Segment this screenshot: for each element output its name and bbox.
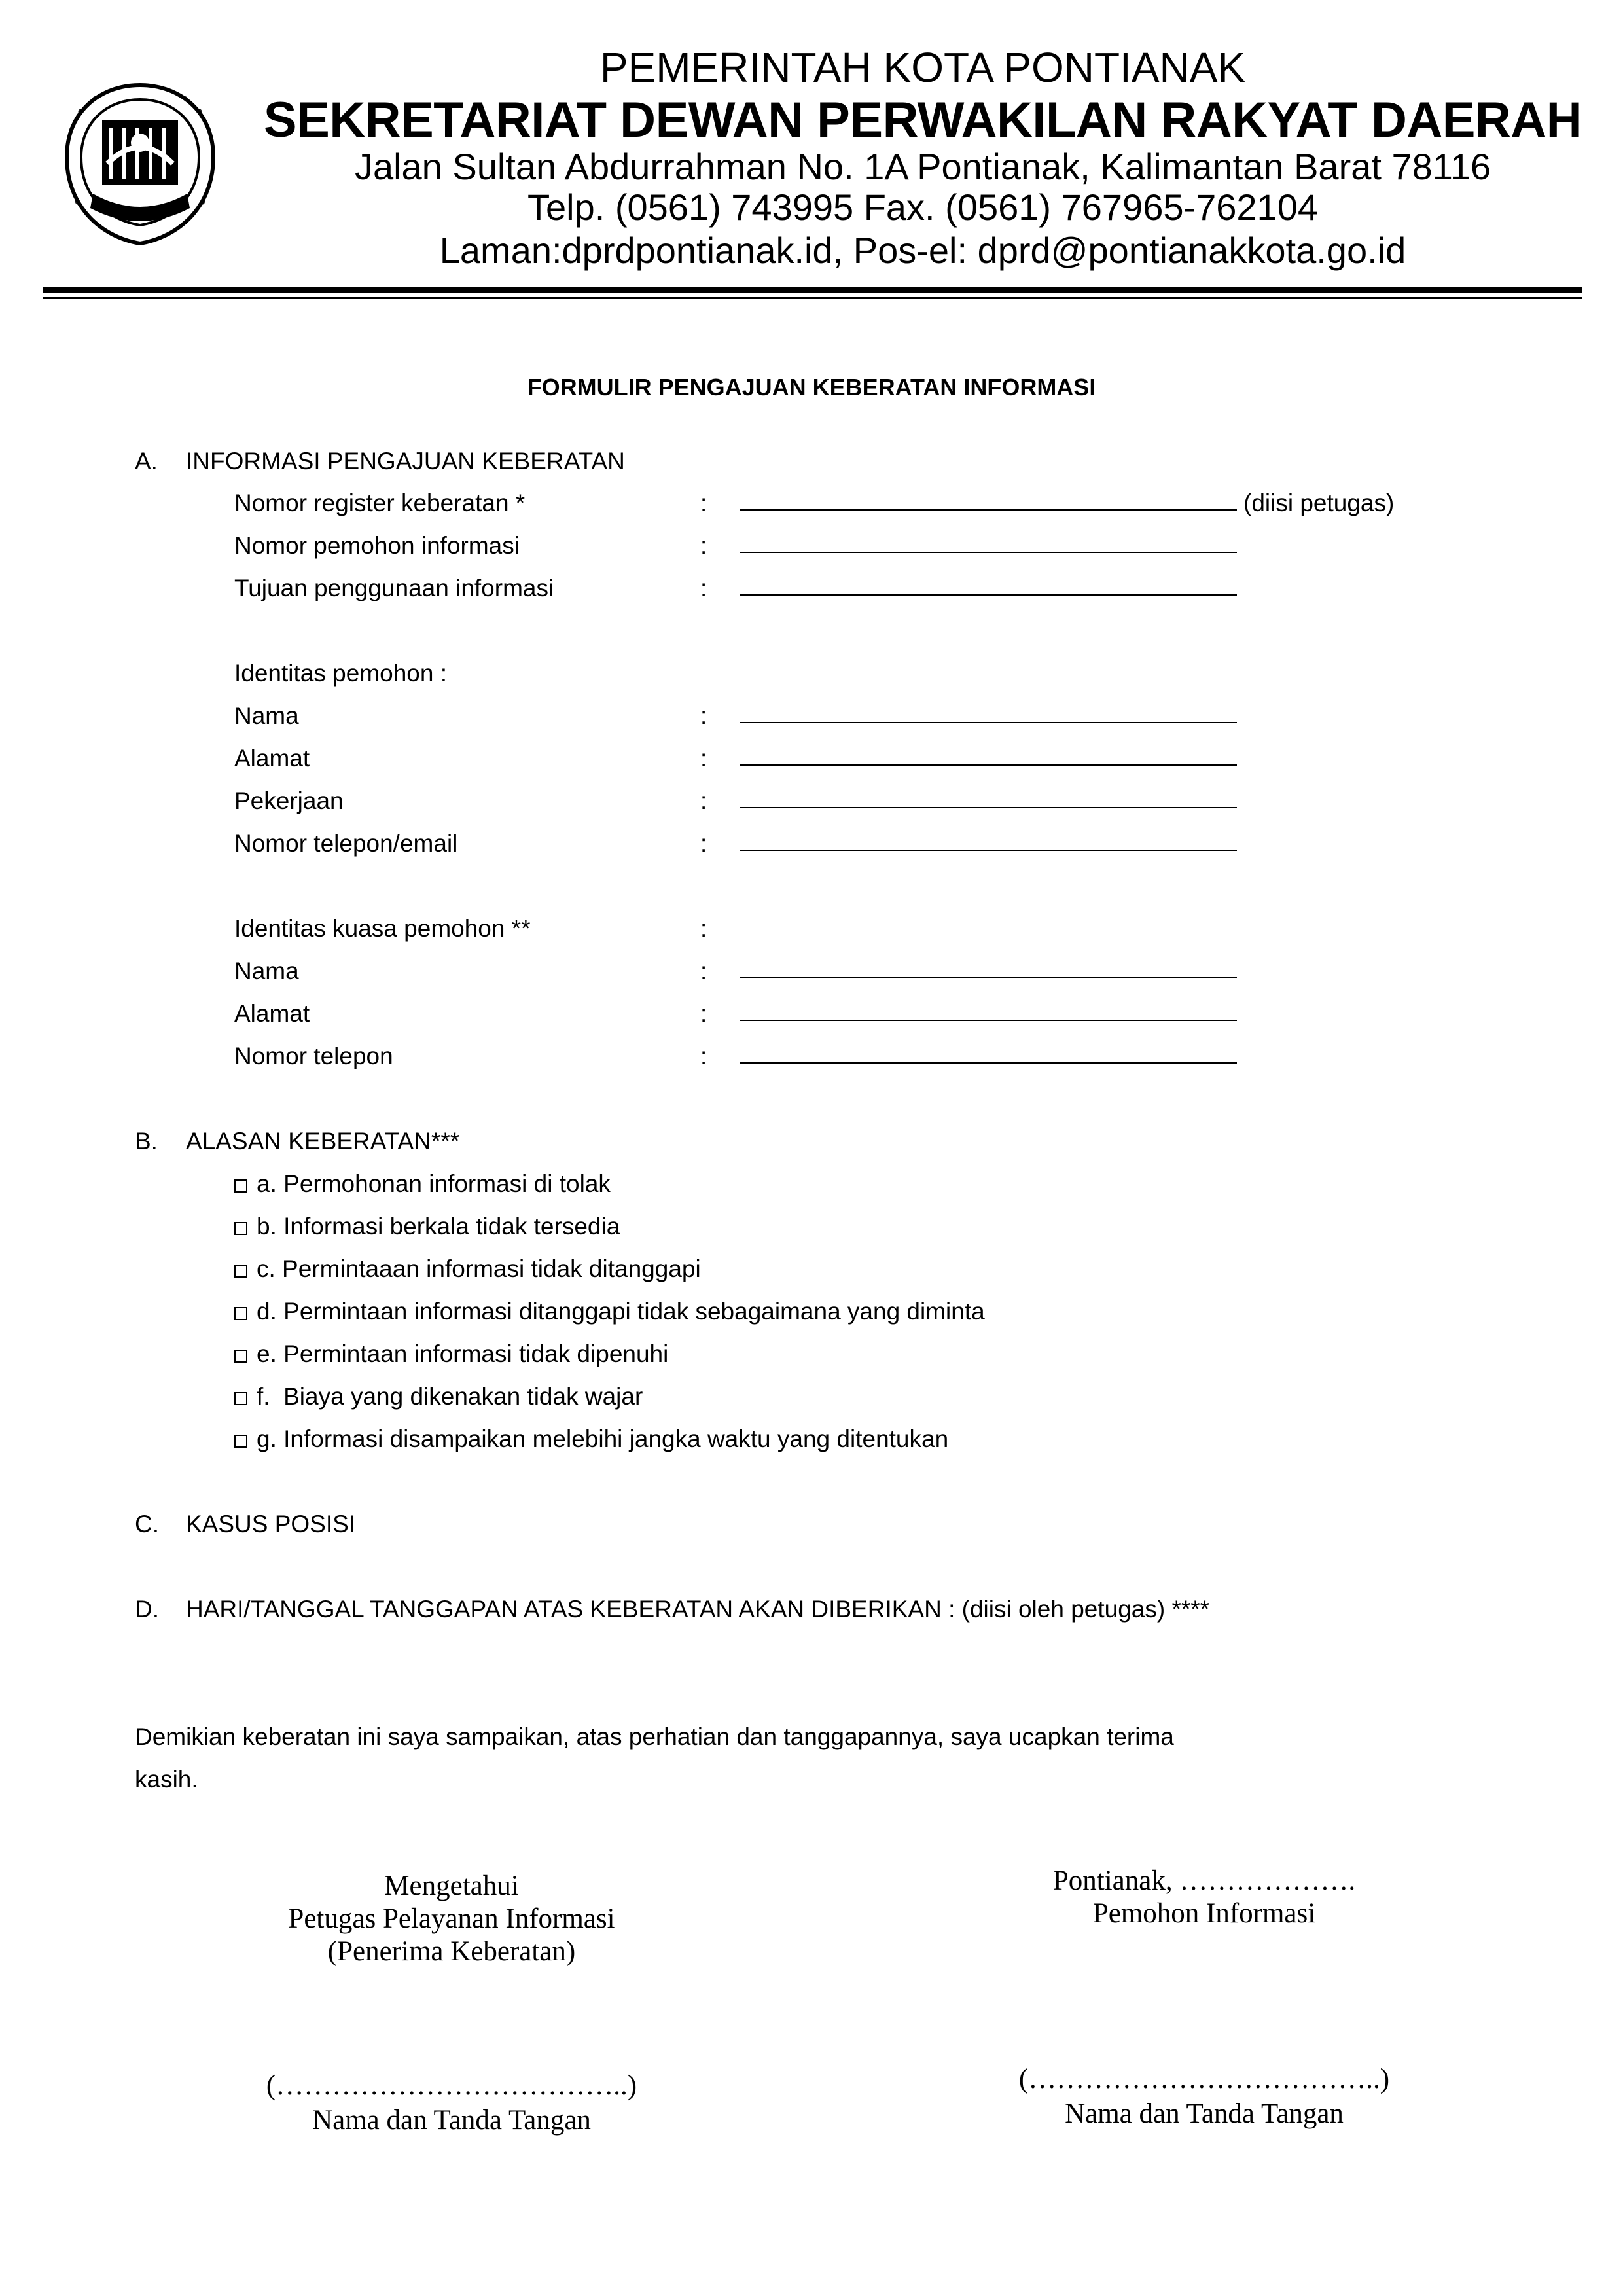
option-label: g. Informasi disampaikan melebihi jangka waktu yang ditentukan [257,1426,949,1452]
checkbox[interactable] [234,1307,247,1320]
field-colon: : [700,490,707,516]
section-a-letter: A. [135,448,158,475]
proxy-identity-heading: Identitas kuasa pemohon ** [234,915,531,942]
field-colon: : [700,958,707,984]
proxy-address-blank[interactable] [740,1020,1237,1021]
option-label: d. Permintaan informasi ditanggapi tidak sebagaimana yang diminta [257,1298,985,1325]
field-colon: : [700,787,707,814]
field-colon: : [700,745,707,772]
checkbox[interactable] [234,1179,247,1193]
checkbox[interactable] [234,1350,247,1363]
field-label-applicant-number: Nomor pemohon informasi [234,532,520,559]
section-d-title: HARI/TANGGAL TANGGAPAN ATAS KEBERATAN AKAN DIBERIKAN : (diisi oleh petugas) **** [186,1596,1210,1623]
field-label-proxy-name: Nama [234,958,299,984]
section-c-title: KASUS POSISI [186,1511,356,1537]
section-b-letter: B. [135,1128,158,1155]
field-colon: : [700,830,707,857]
option-label: b. Informasi berkala tidak tersedia [257,1213,620,1240]
field-label-proxy-address: Alamat [234,1000,310,1027]
option-label: c. Permintaaan informasi tidak ditanggapi [257,1255,701,1282]
applicant-phone-email-blank[interactable] [740,850,1237,851]
applicant-identity-heading: Identitas pemohon : [234,660,447,687]
field-colon: : [700,1043,707,1069]
proxy-phone-blank[interactable] [740,1062,1237,1064]
applicant-number-blank[interactable] [740,552,1237,553]
field-label-applicant-phone-email: Nomor telepon/email [234,830,458,857]
sig-right-place-date[interactable]: Pontianak, ………………. [1052,1865,1356,1896]
field-colon: : [700,702,707,729]
objection-option-g[interactable] [234,1427,948,1451]
field-label-applicant-occupation: Pekerjaan [234,787,344,814]
objection-option-d[interactable] [234,1299,985,1323]
objection-option-e[interactable] [234,1342,668,1366]
form-title: FORMULIR PENGAJUAN KEBERATAN INFORMASI [527,374,1096,401]
letterhead-divider-thin [43,297,1582,299]
checkbox[interactable] [234,1265,247,1278]
header-phone-fax: Telp. (0561) 743995 Fax. (0561) 767965-762104 [527,187,1318,228]
field-label-proxy-phone: Nomor telepon [234,1043,393,1069]
checkbox[interactable] [234,1392,247,1405]
closing-paragraph-line2: kasih. [135,1766,198,1793]
city-emblem-logo [42,65,238,262]
applicant-occupation-blank[interactable] [740,807,1237,808]
header-government-name: PEMERINTAH KOTA PONTIANAK [599,44,1246,91]
purpose-blank[interactable] [740,594,1237,596]
sig-right-signature-blank[interactable]: (………………………………..) [1018,2064,1390,2094]
checkbox[interactable] [234,1435,247,1448]
field-label-purpose: Tujuan penggunaan informasi [234,575,554,601]
header-website-email: Laman:dprdpontianak.id, Pos-el: dprd@pontianakkota.go.id [439,230,1406,271]
section-d-letter: D. [135,1596,159,1623]
field-colon: : [700,915,707,942]
register-number-blank[interactable] [740,509,1237,511]
sig-left-role: Petugas Pelayanan Informasi [288,1903,615,1934]
objection-option-c[interactable] [234,1257,701,1281]
sig-right-role: Pemohon Informasi [1092,1898,1316,1929]
letterhead-divider-thick [43,287,1582,293]
sig-left-signature-blank[interactable]: (………………………………..) [266,2070,637,2101]
field-colon: : [700,532,707,559]
field-colon: : [700,575,707,601]
sig-left-acknowledged: Mengetahui [384,1871,519,1901]
section-a-title: INFORMASI PENGAJUAN KEBERATAN [186,448,625,475]
closing-paragraph-line1: Demikian keberatan ini saya sampaikan, atas perhatian dan tanggapannya, saya ucapkan terima [135,1723,1174,1750]
sig-left-role-detail: (Penerima Keberatan) [327,1936,576,1967]
option-label: a. Permohonan informasi di tolak [257,1170,611,1197]
section-c-letter: C. [135,1511,159,1537]
proxy-name-blank[interactable] [740,977,1237,978]
checkbox[interactable] [234,1222,247,1235]
objection-option-b[interactable] [234,1214,620,1238]
field-label-applicant-address: Alamat [234,745,310,772]
header-office-name: SEKRETARIAT DEWAN PERWAKILAN RAKYAT DAERAH [263,92,1582,148]
objection-option-f[interactable] [234,1384,643,1408]
field-note-filled-by-officer: (diisi petugas) [1243,490,1395,516]
field-colon: : [700,1000,707,1027]
field-label-register-number: Nomor register keberatan * [234,490,526,516]
option-label: e. Permintaan informasi tidak dipenuhi [257,1340,669,1367]
field-label-applicant-name: Nama [234,702,299,729]
sig-right-caption: Nama dan Tanda Tangan [1065,2098,1344,2129]
section-b-title: ALASAN KEBERATAN*** [186,1128,460,1155]
applicant-address-blank[interactable] [740,764,1237,766]
header-address: Jalan Sultan Abdurrahman No. 1A Pontianak, Kalimantan Barat 78116 [354,146,1491,187]
sig-left-caption: Nama dan Tanda Tangan [312,2105,591,2136]
objection-option-a[interactable] [234,1172,611,1196]
option-label: f. Biaya yang dikenakan tidak wajar [257,1383,643,1410]
applicant-name-blank[interactable] [740,722,1237,723]
